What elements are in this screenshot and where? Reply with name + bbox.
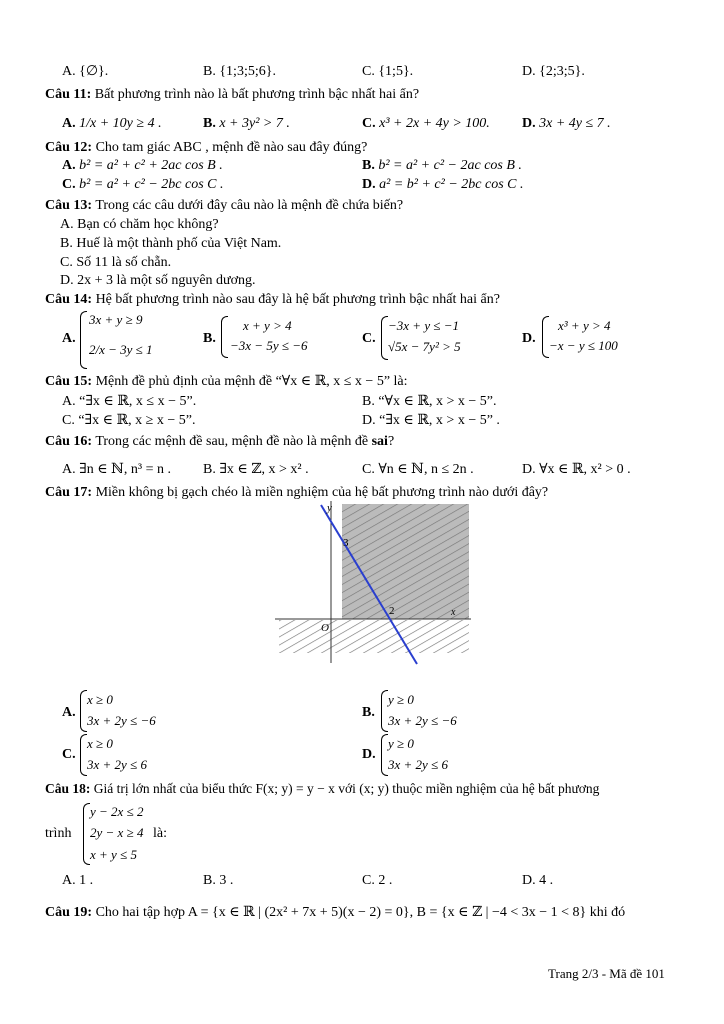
q14-a-label: A.: [62, 331, 76, 346]
q19-label: Câu 19:: [45, 905, 93, 920]
question-18: [45, 781, 599, 797]
q12-a-label: A.: [62, 158, 76, 173]
q16-option-b: B. ∃x ∈ ℤ, x > x² .: [203, 462, 309, 477]
q13-option-c: C. Số 11 là số chẵn.: [60, 255, 172, 270]
q17-graph: [255, 497, 475, 667]
question-11: [45, 87, 419, 103]
q17-a-row1: x ≥ 0: [87, 692, 113, 707]
q16-label: Câu 16:: [45, 434, 93, 449]
q14-label: Câu 14:: [45, 292, 93, 307]
q14-d-row1: x³ + y > 4: [558, 318, 611, 333]
q13-text: Trong các câu dưới đây câu nào là mệnh đề chứa biến?: [95, 198, 404, 213]
q17-c-row1: x ≥ 0: [87, 736, 113, 751]
q16-end: ?: [387, 434, 395, 449]
q12-c-label: C.: [62, 177, 76, 192]
q17-d-row2: 3x + 2y ≤ 6: [388, 757, 448, 772]
q17-c-row2: 3x + 2y ≤ 6: [87, 757, 147, 772]
q18-sys-row2: 2y − x ≥ 4: [90, 825, 144, 840]
y-tick-3: 3: [343, 537, 349, 549]
q12-b-expr: b² = a² + c² − 2ac cos B .: [378, 158, 522, 173]
q17-a-row2: 3x + 2y ≤ −6: [87, 713, 156, 728]
q17-b-row1: y ≥ 0: [388, 692, 414, 707]
lower-hatch: [279, 620, 469, 653]
q13-option-d: D. 2x + 3 là một số nguyên dương.: [60, 273, 256, 288]
q15-option-b: B. “∀x ∈ ℝ, x > x − 5”.: [362, 394, 497, 409]
q15-text: Mệnh đề phủ định của mệnh đề “∀x ∈ ℝ, x ≤ x − 5” là:: [95, 374, 408, 389]
q17-d-label: D.: [362, 747, 376, 762]
question-16: [45, 434, 394, 450]
q15-label: Câu 15:: [45, 374, 93, 389]
q15-option-a: A. “∃x ∈ ℝ, x ≤ x − 5”.: [62, 394, 197, 409]
q17-b-label: B.: [362, 705, 375, 720]
q12-text: Cho tam giác ABC , mệnh đề nào sau đây đúng?: [95, 140, 368, 155]
question-14: [45, 292, 500, 308]
q13-option-b: B. Huế là một thành phố của Việt Nam.: [60, 236, 282, 251]
q12-label: Câu 12:: [45, 140, 93, 155]
q12-c-expr: b² = a² + c² − 2bc cos C .: [79, 177, 224, 192]
x-axis-label: x: [451, 607, 456, 618]
q14-a-row1: 3x + y ≥ 9: [89, 312, 143, 327]
q16-bold-word: sai: [371, 434, 388, 449]
q13-label: Câu 13:: [45, 198, 93, 213]
x-tick-2: 2: [389, 605, 395, 617]
q17-label: Câu 17:: [45, 485, 93, 500]
q14-d-label: D.: [522, 331, 536, 346]
q17-b-row2: 3x + 2y ≤ −6: [388, 713, 457, 728]
q10-option-b: B. {1;3;5;6}.: [203, 64, 276, 79]
q17-c-label: C.: [62, 747, 76, 762]
page-footer: Trang 2/3 - Mã đề 101: [548, 966, 665, 981]
q18-la: là:: [153, 826, 167, 841]
question-13: [45, 198, 403, 214]
upper-hatch: [342, 504, 469, 619]
q18-option-a: A. 1 .: [62, 873, 94, 888]
q11-c-expr: x³ + 2x + 4y > 100.: [379, 116, 490, 131]
question-15: [45, 374, 408, 390]
q14-b-row1: x + y > 4: [243, 318, 292, 333]
question-12: [45, 140, 367, 156]
q18-option-c: C. 2 .: [362, 873, 393, 888]
q14-text: Hệ bất phương trình nào sau đây là hệ bất phương trình bậc nhất hai ẩn?: [95, 292, 500, 307]
q18-label: Câu 18:: [45, 781, 91, 796]
q15-option-d: D. “∃x ∈ ℝ, x > x − 5” .: [362, 413, 500, 428]
q11-a-label: A.: [62, 116, 76, 131]
q18-text: Giá trị lớn nhất của biểu thức F(x; y) = y − x với (x; y) thuộc miền nghiệm của hệ bất phương: [93, 781, 600, 796]
q19-text: Cho hai tập hợp A = {x ∈ ℝ | (2x² + 7x + 5)(x − 2) = 0}, B = {x ∈ ℤ | −4 < 3x − 1 < 8} khi đó: [95, 905, 626, 920]
q14-c-label: C.: [362, 331, 376, 346]
q14-d-row2: −x − y ≤ 100: [549, 338, 618, 353]
q13-option-a: A. Bạn có chăm học không?: [60, 217, 219, 232]
q18-sys-row1: y − 2x ≤ 2: [90, 804, 144, 819]
q18-sys-row3: x + y ≤ 5: [90, 847, 137, 862]
q11-b-expr: x + 3y² > 7 .: [219, 116, 290, 131]
q12-d-expr: a² = b² + c² − 2bc cos C .: [379, 177, 524, 192]
q16-text: Trong các mệnh đề sau, mệnh đề nào là mệnh đề: [95, 434, 369, 449]
q17-text: Miền không bị gạch chéo là miền nghiệm của hệ bất phương trình nào dưới đây?: [95, 485, 549, 500]
q15-option-c: C. “∃x ∈ ℝ, x ≥ x − 5”.: [62, 413, 196, 428]
q17-a-label: A.: [62, 705, 76, 720]
q11-a-expr: 1/x + 10y ≥ 4 .: [79, 116, 162, 131]
q18-option-d: D. 4 .: [522, 873, 554, 888]
y-axis-label: y: [327, 502, 332, 514]
q17-d-row1: y ≥ 0: [388, 736, 414, 751]
q12-a-expr: b² = a² + c² + 2ac cos B .: [79, 158, 223, 173]
q16-option-a: A. ∃n ∈ ℕ, n³ = n .: [62, 462, 171, 477]
q11-c-label: C.: [362, 116, 376, 131]
q11-b-label: B.: [203, 116, 216, 131]
q14-c-row2: √5x − 7y² > 5: [388, 339, 461, 354]
q11-d-label: D.: [522, 116, 536, 131]
q11-text: Bất phương trình nào là bất phương trình bậc nhất hai ẩn?: [94, 87, 420, 102]
q14-c-row1: −3x + y ≤ −1: [388, 318, 459, 333]
q11-d-expr: 3x + 4y ≤ 7 .: [539, 116, 611, 131]
q10-option-c: C. {1;5}.: [362, 64, 414, 79]
origin-label: O: [321, 622, 329, 634]
q10-option-a: A. {∅}.: [62, 64, 109, 79]
q10-option-d: D. {2;3;5}.: [522, 64, 585, 79]
q16-option-d: D. ∀x ∈ ℝ, x² > 0 .: [522, 462, 631, 477]
q11-label: Câu 11:: [45, 87, 92, 102]
q14-b-row2: −3x − 5y ≤ −6: [230, 338, 308, 353]
q14-a-row2: 2/x − 3y ≤ 1: [89, 342, 153, 357]
q18-option-b: B. 3 .: [203, 873, 234, 888]
q14-b-label: B.: [203, 331, 216, 346]
q18-trinh: trình: [45, 826, 72, 841]
q12-b-label: B.: [362, 158, 375, 173]
q12-d-label: D.: [362, 177, 376, 192]
question-19: [45, 905, 625, 921]
q16-option-c: C. ∀n ∈ ℕ, n ≤ 2n .: [362, 462, 474, 477]
